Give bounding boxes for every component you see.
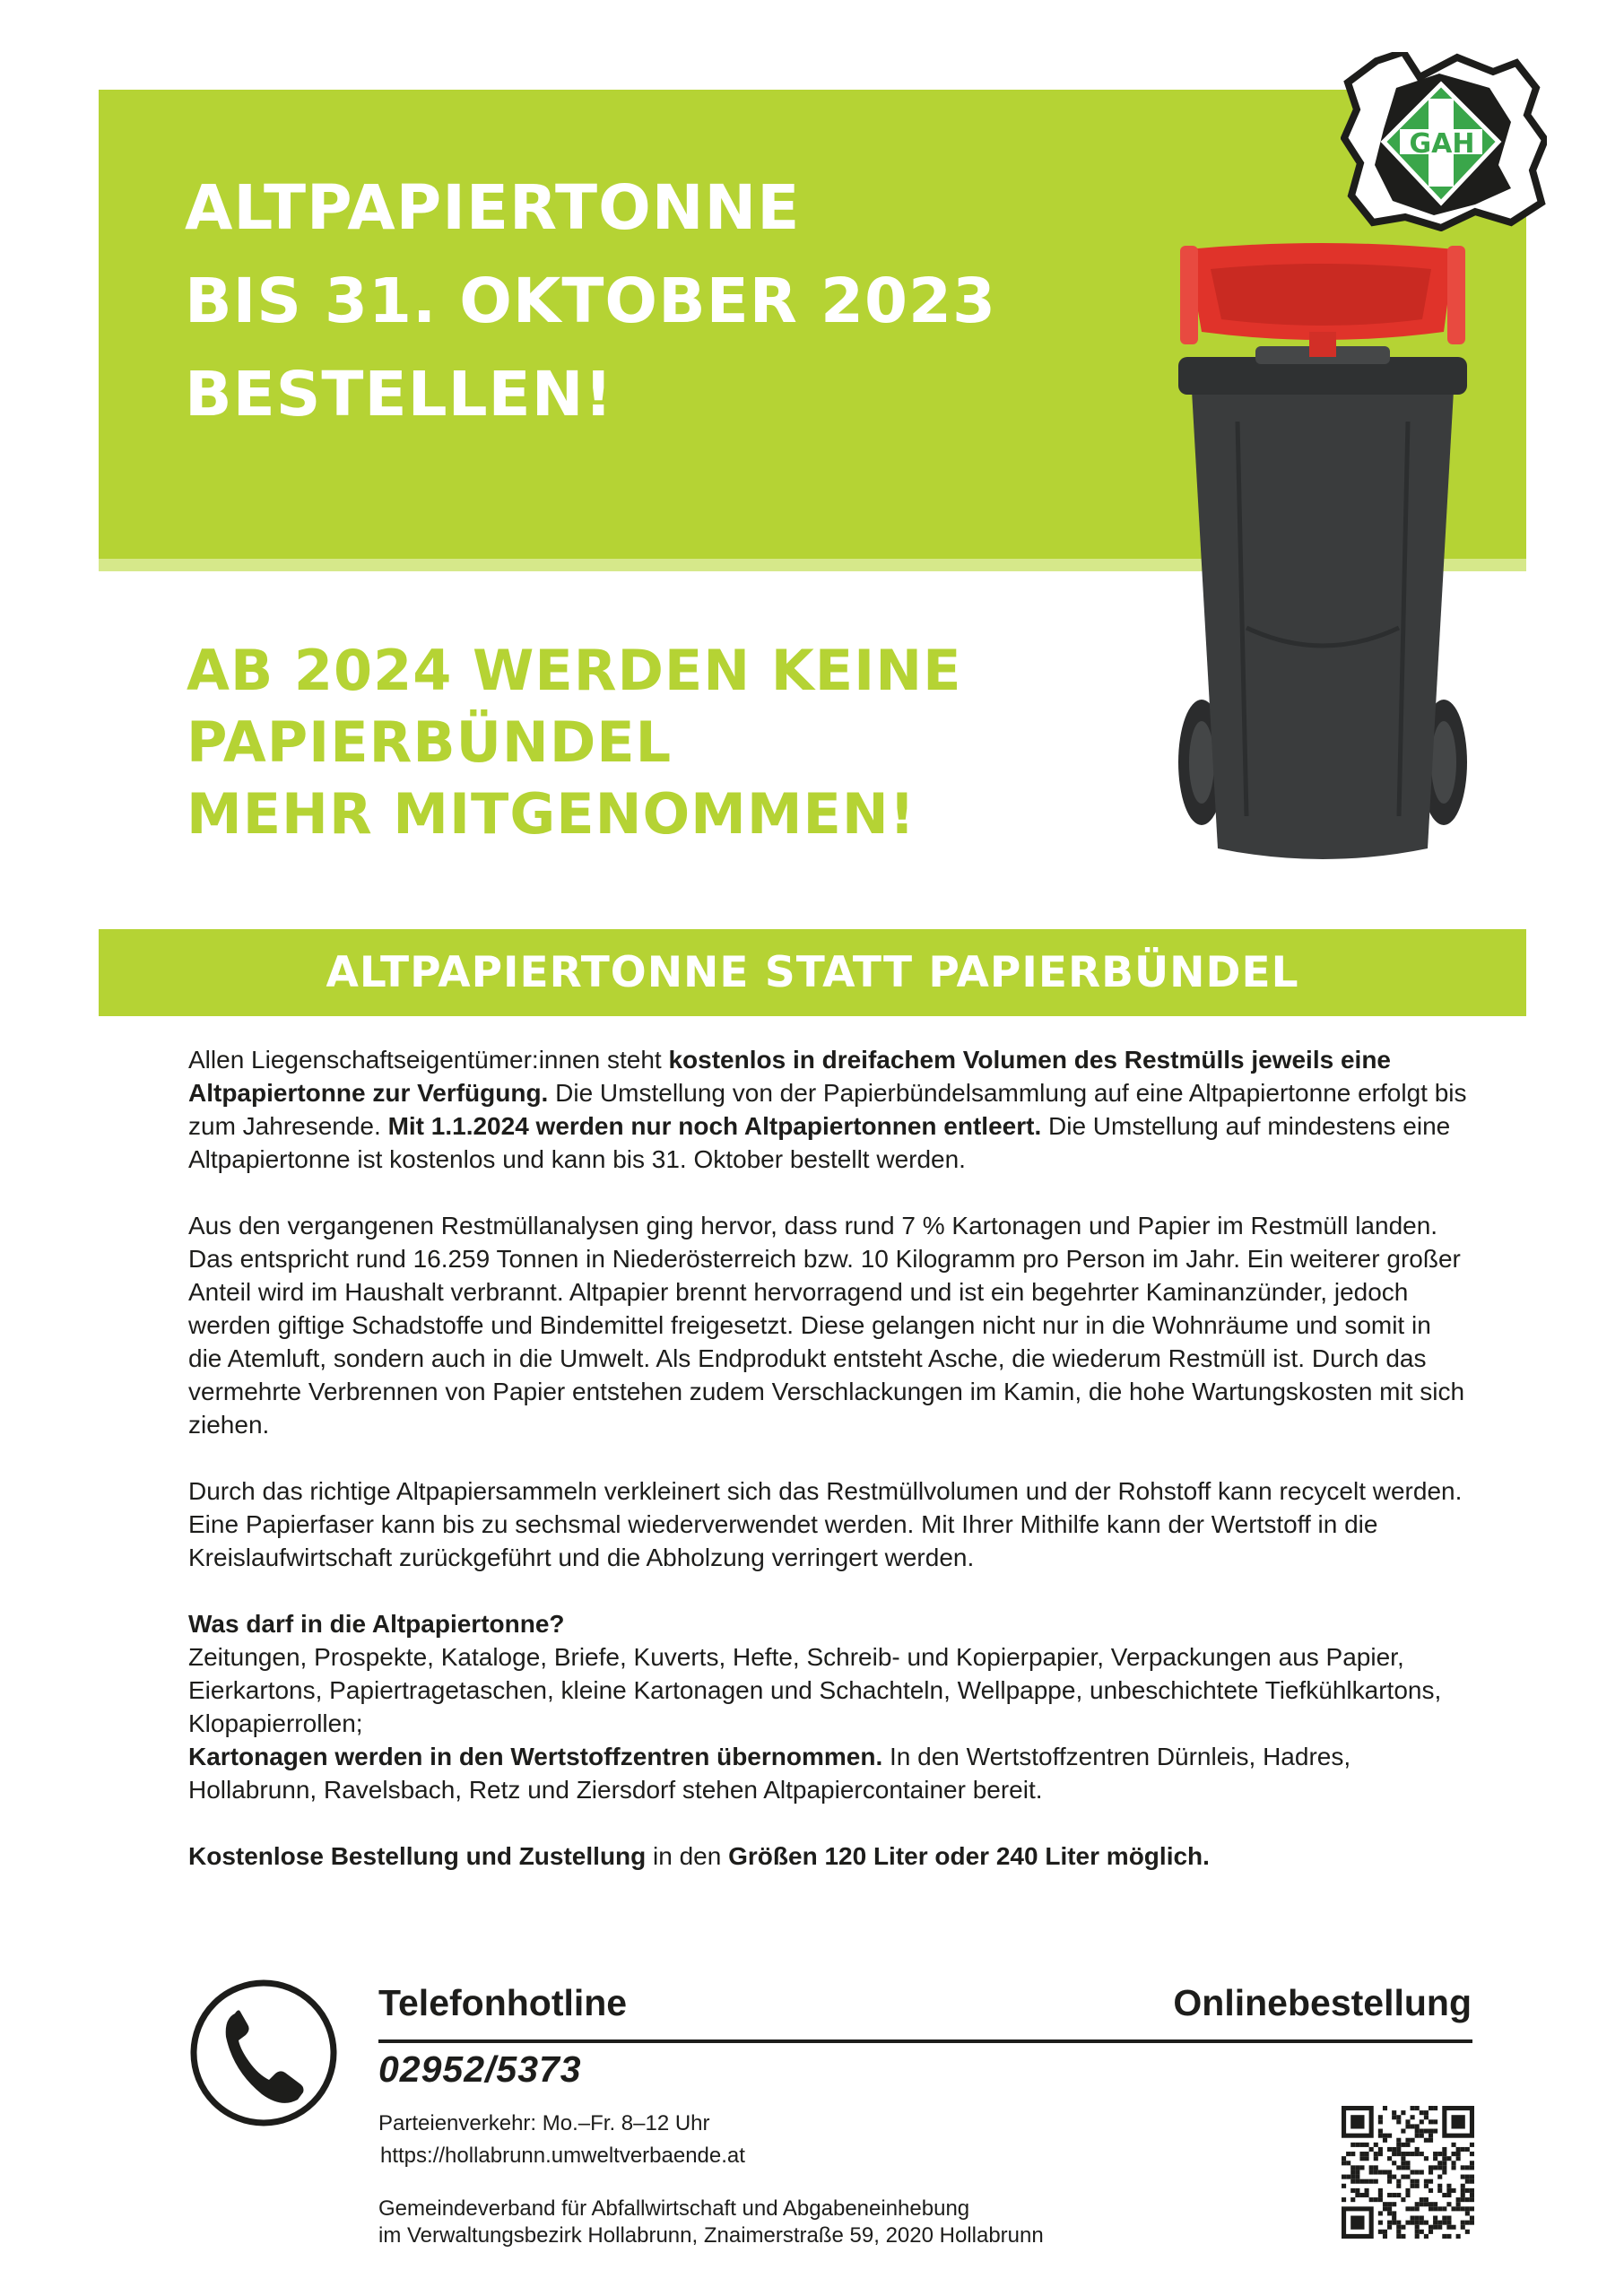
- logo-text: GAH: [1409, 128, 1475, 160]
- online-order-label: Onlinebestellung: [1173, 1982, 1472, 2023]
- hero-title-line-1: ALTPAPIERTONNE: [185, 172, 801, 244]
- organization-address: [378, 2196, 1044, 2249]
- hero-title-line-2: BIS 31. OKTOBER 2023: [185, 265, 997, 337]
- phone-handset-icon: [188, 1978, 339, 2128]
- hotline-label: Telefonhotline: [378, 1982, 628, 2023]
- waste-bin-icon: [1175, 242, 1471, 874]
- phone-number[interactable]: 02952/5373: [378, 2048, 582, 2090]
- paragraph-intro-text-3: Die Umstellung auf mindestens eine Altpapiertonne ist kostenlos und kann bis 31. Oktober bestellt werden.: [188, 1112, 1451, 1173]
- subtitle-line-2: PAPIERBÜNDEL: [187, 709, 673, 775]
- allowed-items-heading: Was darf in die Altpapiertonne?: [188, 1610, 565, 1638]
- paragraph-intro-text-1: Allen Liegenschaftseigentümer:innen steht: [188, 1046, 669, 1074]
- organization-line-2: im Verwaltungsbezirk Hollabrunn, Znaimerstraße 59, 2020 Hollabrunn: [378, 2223, 1044, 2248]
- paragraph-intro: [188, 1043, 1471, 1176]
- office-hours: Parteienverkehr: Mo.–Fr. 8–12 Uhr: [378, 2111, 710, 2135]
- website-link[interactable]: https://hollabrunn.umweltverbaende.at: [380, 2144, 745, 2168]
- subtitle-line-1: AB 2024 WERDEN KEINE: [187, 638, 962, 703]
- gah-logo-icon: [1341, 52, 1547, 231]
- paragraph-order: [188, 1839, 1471, 1873]
- paragraph-allowed-items: [188, 1607, 1471, 1806]
- paragraph-recycling: Durch das richtige Altpapiersammeln verkleinert sich das Restmüllvolumen und der Rohstoff kann recycelt werden. Eine Papierfaser kann bis zu sechsmal wiederverwendet werden. Mit Ihrer Mithilfe kann der Wertstoff in die Kreislaufwirtschaft zurückgeführt und die Abholzung verringert werden.: [188, 1477, 1463, 1571]
- contact-divider: [378, 2039, 1472, 2043]
- allowed-items-list: Zeitungen, Prospekte, Kataloge, Briefe, Kuverts, Hefte, Schreib- und Kopierpapier, Verpackungen aus Papier, Eierkartons, Papiertragetaschen, kleine Kartonagen und Schachteln, Wellpappe, unbeschichtete Tiefkühlkartons, Klopapierrollen;: [188, 1643, 1442, 1737]
- qr-code-icon[interactable]: [1342, 2106, 1474, 2239]
- organization-line-1: Gemeindeverband für Abfallwirtschaft und Abgabeneinhebung: [378, 2196, 970, 2221]
- paragraph-analysis: Aus den vergangenen Restmüllanalysen ging hervor, dass rund 7 % Kartonagen und Papier im Restmüll landen. Das entspricht rund 16.259 Tonnen in Niederösterreich bzw. 10 Kilogramm pro Person im Jahr. Ein weiterer großer Anteil wird im Haushalt verbrannt. Altpapier brennt hervorragend und ist ein begehrter Kaminanzünder, jedoch werden giftige Schadstoffe und Bindemittel freigesetzt. Diese gelangen nicht nur in die Wohnräume und somit in die Atemluft, sondern auch in die Umwelt. Als Endprodukt entsteht Asche, die wiederum Restmüll ist. Durch das vermehrte Verbrennen von Papier entstehen zudem Verschlackungen im Kamin, die hohe Wartungskosten mit sich ziehen.: [188, 1212, 1465, 1439]
- hero-title-line-3: BESTELLEN!: [185, 359, 613, 430]
- hero-title: [185, 161, 1171, 441]
- order-bold-1: Kostenlose Bestellung und Zustellung: [188, 1842, 647, 1870]
- order-bold-2: Größen 120 Liter oder 240 Liter möglich.: [728, 1842, 1210, 1870]
- body-text: [188, 1043, 1471, 1906]
- cardboard-note-bold: Kartonagen werden in den Wertstoffzentren übernommen.: [188, 1743, 883, 1770]
- cardboard-note-text: In den Wertstoffzentren Dürnleis, Hadres, Hollabrunn, Ravelsbach, Retz und Ziersdorf stehen Altpapiercontainer bereit.: [188, 1743, 1351, 1804]
- subtitle: [187, 635, 1128, 850]
- section-banner-title: ALTPAPIERTONNE STATT PAPIERBÜNDEL: [326, 948, 1299, 997]
- paragraph-intro-text-2: Die Umstellung von der Papierbündelsammlung auf eine Altpapiertonne erfolgt bis zum Jahresende.: [188, 1079, 1467, 1140]
- section-banner: [99, 929, 1526, 1016]
- paragraph-intro-bold-2: Mit 1.1.2024 werden nur noch Altpapiertonnen entleert.: [387, 1112, 1042, 1140]
- order-text-1: in den: [646, 1842, 729, 1870]
- paragraph-intro-bold-1: kostenlos in dreifachem Volumen des Restmülls jeweils eine Altpapiertonne zur Verfügung.: [188, 1046, 1391, 1107]
- subtitle-line-3: MEHR MITGENOMMEN!: [187, 781, 916, 847]
